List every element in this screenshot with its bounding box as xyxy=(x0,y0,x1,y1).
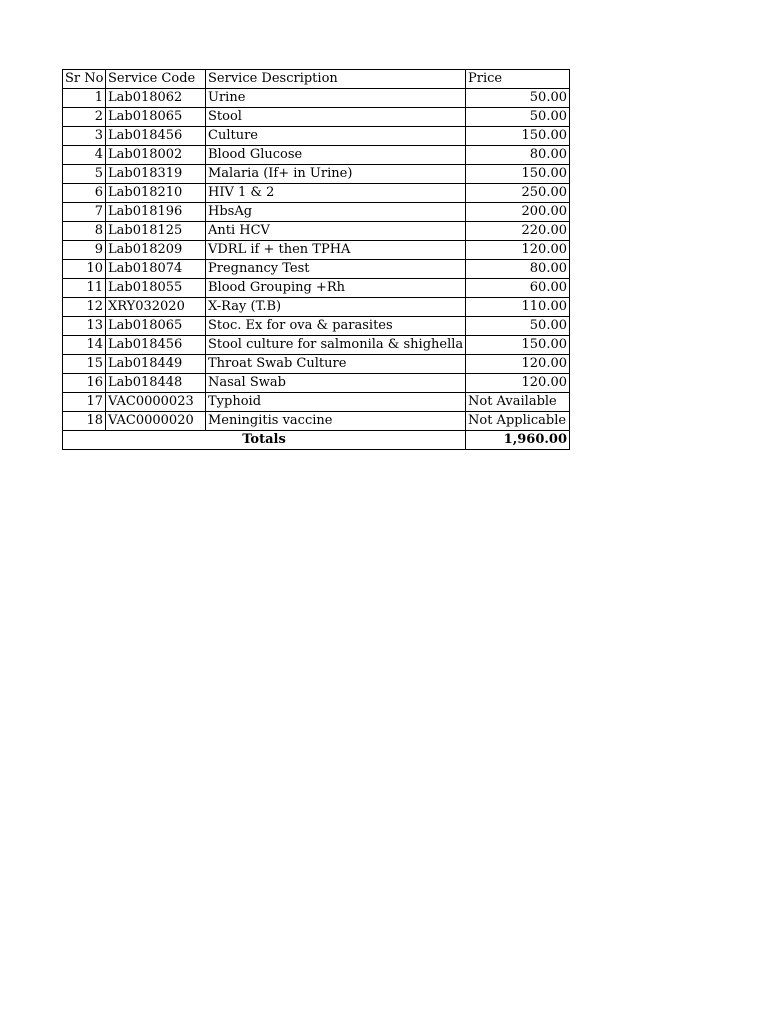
table-row xyxy=(63,317,570,336)
service-code-cell: Lab018065 xyxy=(106,108,206,127)
service-description-cell: Typhoid xyxy=(206,393,466,412)
table-row xyxy=(63,393,570,412)
price-cell: 120.00 xyxy=(466,355,570,374)
sr-no-cell: 10 xyxy=(63,260,106,279)
table-row xyxy=(63,127,570,146)
table-row xyxy=(63,203,570,222)
service-description-cell: VDRL if + then TPHA xyxy=(206,241,466,260)
price-cell: 60.00 xyxy=(466,279,570,298)
service-description-cell: Culture xyxy=(206,127,466,146)
service-code-cell: Lab018449 xyxy=(106,355,206,374)
sr-no-cell: 9 xyxy=(63,241,106,260)
service-code-cell: VAC0000023 xyxy=(106,393,206,412)
service-code-cell: Lab018196 xyxy=(106,203,206,222)
service-code-cell: Lab018209 xyxy=(106,241,206,260)
header-service-description: Service Description xyxy=(206,70,466,89)
table-row xyxy=(63,89,570,108)
service-description-cell: Pregnancy Test xyxy=(206,260,466,279)
sr-no-cell: 7 xyxy=(63,203,106,222)
service-code-cell: Lab018210 xyxy=(106,184,206,203)
service-description-cell: X-Ray (T.B) xyxy=(206,298,466,317)
sr-no-cell: 4 xyxy=(63,146,106,165)
sr-no-cell: 18 xyxy=(63,412,106,431)
table-row xyxy=(63,241,570,260)
table-row xyxy=(63,298,570,317)
price-cell: 150.00 xyxy=(466,336,570,355)
price-cell: 50.00 xyxy=(466,108,570,127)
service-code-cell: Lab018448 xyxy=(106,374,206,393)
price-cell: 150.00 xyxy=(466,165,570,184)
sr-no-cell: 1 xyxy=(63,89,106,108)
table-row xyxy=(63,146,570,165)
service-description-cell: Stool culture for salmonila & shighella xyxy=(206,336,466,355)
service-code-cell: Lab018062 xyxy=(106,89,206,108)
price-cell: 220.00 xyxy=(466,222,570,241)
header-price: Price xyxy=(466,70,570,89)
table-row xyxy=(63,222,570,241)
totals-row xyxy=(63,431,570,450)
price-cell: 50.00 xyxy=(466,89,570,108)
service-code-cell: Lab018456 xyxy=(106,127,206,146)
totals-value: 1,960.00 xyxy=(466,431,570,450)
spreadsheet-page xyxy=(62,69,570,450)
service-description-cell: Stoc. Ex for ova & parasites xyxy=(206,317,466,336)
service-code-cell: Lab018319 xyxy=(106,165,206,184)
sr-no-cell: 14 xyxy=(63,336,106,355)
totals-label: Totals xyxy=(63,431,466,450)
price-cell: 50.00 xyxy=(466,317,570,336)
price-cell: 250.00 xyxy=(466,184,570,203)
service-code-cell: Lab018456 xyxy=(106,336,206,355)
service-description-cell: Urine xyxy=(206,89,466,108)
sr-no-cell: 13 xyxy=(63,317,106,336)
header-row xyxy=(63,70,570,89)
service-description-cell: Stool xyxy=(206,108,466,127)
service-description-cell: HIV 1 & 2 xyxy=(206,184,466,203)
service-code-cell: Lab018002 xyxy=(106,146,206,165)
price-cell: 120.00 xyxy=(466,374,570,393)
table-row xyxy=(63,279,570,298)
service-description-cell: Throat Swab Culture xyxy=(206,355,466,374)
sr-no-cell: 17 xyxy=(63,393,106,412)
sr-no-cell: 2 xyxy=(63,108,106,127)
table-row xyxy=(63,374,570,393)
service-description-cell: Meningitis vaccine xyxy=(206,412,466,431)
table-row xyxy=(63,184,570,203)
service-description-cell: Blood Glucose xyxy=(206,146,466,165)
price-cell: 120.00 xyxy=(466,241,570,260)
service-description-cell: Anti HCV xyxy=(206,222,466,241)
services-price-table xyxy=(62,69,570,450)
table-row xyxy=(63,260,570,279)
price-cell: 80.00 xyxy=(466,146,570,165)
service-code-cell: VAC0000020 xyxy=(106,412,206,431)
price-cell: 110.00 xyxy=(466,298,570,317)
service-code-cell: Lab018125 xyxy=(106,222,206,241)
sr-no-cell: 11 xyxy=(63,279,106,298)
sr-no-cell: 6 xyxy=(63,184,106,203)
table-row xyxy=(63,108,570,127)
sr-no-cell: 15 xyxy=(63,355,106,374)
header-service-code: Service Code xyxy=(106,70,206,89)
table-row xyxy=(63,355,570,374)
service-code-cell: Lab018074 xyxy=(106,260,206,279)
price-cell: 200.00 xyxy=(466,203,570,222)
table-row xyxy=(63,165,570,184)
sr-no-cell: 12 xyxy=(63,298,106,317)
table-row xyxy=(63,336,570,355)
price-cell: 80.00 xyxy=(466,260,570,279)
service-description-cell: Nasal Swab xyxy=(206,374,466,393)
service-description-cell: HbsAg xyxy=(206,203,466,222)
service-code-cell: XRY032020 xyxy=(106,298,206,317)
sr-no-cell: 3 xyxy=(63,127,106,146)
service-description-cell: Blood Grouping +Rh xyxy=(206,279,466,298)
service-code-cell: Lab018055 xyxy=(106,279,206,298)
table-body xyxy=(63,89,570,431)
header-sr-no: Sr No xyxy=(63,70,106,89)
sr-no-cell: 8 xyxy=(63,222,106,241)
price-cell: 150.00 xyxy=(466,127,570,146)
price-cell: Not Applicable xyxy=(466,412,570,431)
sr-no-cell: 16 xyxy=(63,374,106,393)
table-row xyxy=(63,412,570,431)
sr-no-cell: 5 xyxy=(63,165,106,184)
service-description-cell: Malaria (If+ in Urine) xyxy=(206,165,466,184)
price-cell: Not Available xyxy=(466,393,570,412)
service-code-cell: Lab018065 xyxy=(106,317,206,336)
